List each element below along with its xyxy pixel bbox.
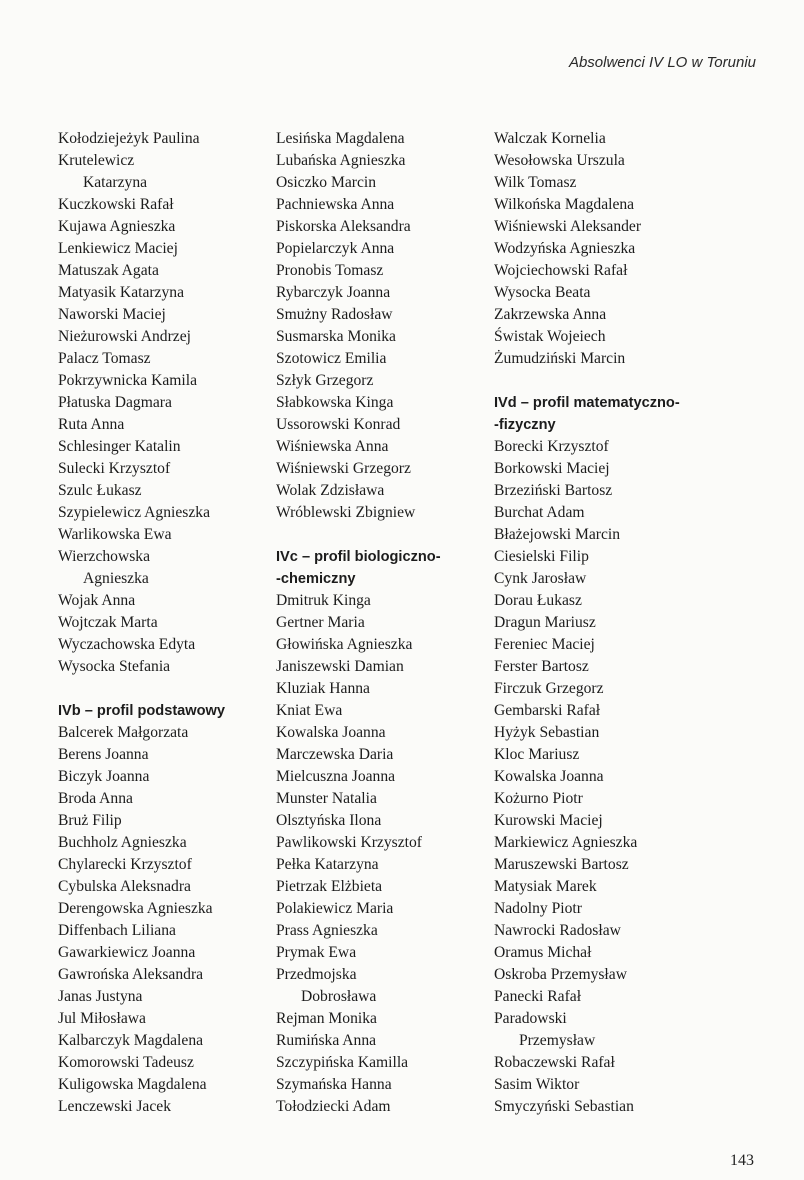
graduate-name: Przedmojska (276, 966, 357, 983)
graduate-name: Kloc Mariusz (494, 746, 580, 763)
graduate-name: Osiczko Marcin (276, 174, 377, 191)
graduate-name: Rybarczyk Joanna (276, 284, 391, 301)
graduate-name: Sasim Wiktor (494, 1076, 580, 1093)
graduate-name: Borkowski Maciej (494, 460, 610, 477)
graduate-name: Panecki Rafał (494, 988, 582, 1005)
graduate-name: Fereniec Maciej (494, 636, 595, 653)
graduate-name: Broda Anna (58, 790, 133, 807)
graduate-name: Wesołowska Urszula (494, 152, 625, 169)
class-section-heading: IVb – profil podstawowy (58, 703, 226, 719)
graduate-name: Słabkowska Kinga (276, 394, 394, 411)
graduate-name: Dmitruk Kinga (276, 592, 371, 609)
graduate-name: Kożurno Piotr (494, 790, 583, 807)
page-number: 143 (730, 1152, 754, 1169)
graduate-name: Rejman Monika (276, 1010, 377, 1027)
graduate-name: Prass Agnieszka (276, 922, 378, 939)
graduate-name: Wierzchowska (58, 548, 151, 565)
graduate-name: Prymak Ewa (276, 944, 357, 961)
graduate-name: Zakrzewska Anna (494, 306, 607, 323)
graduate-name: Kowalska Joanna (494, 768, 604, 785)
graduate-name: Cybulska Aleksnadra (58, 878, 191, 895)
graduate-name: Wodzyńska Agnieszka (494, 240, 636, 257)
graduate-name: Munster Natalia (276, 790, 377, 807)
graduate-name: Wysocka Stefania (58, 658, 171, 675)
name-column-3 (494, 128, 724, 1118)
name-column-1 (58, 128, 258, 1118)
graduate-name: Matuszak Agata (58, 262, 159, 279)
graduate-name: Kurowski Maciej (494, 812, 603, 829)
graduate-name-continuation: Agnieszka (83, 570, 149, 587)
graduate-name: Schlesinger Katalin (58, 438, 181, 455)
graduate-name: Ciesielski Filip (494, 548, 589, 565)
graduate-name: Polakiewicz Maria (276, 900, 394, 917)
graduate-name: Szczypińska Kamilla (276, 1054, 409, 1071)
section-spacer (58, 678, 258, 700)
graduate-name: Kniat Ewa (276, 702, 343, 719)
graduate-name: Wojciechowski Rafał (494, 262, 628, 279)
graduate-name: Kalbarczyk Magdalena (58, 1032, 204, 1049)
graduate-name: Brzeziński Bartosz (494, 482, 613, 499)
graduate-name: Naworski Maciej (58, 306, 166, 323)
graduate-name: Robaczewski Rafał (494, 1054, 615, 1071)
section-spacer (494, 370, 724, 392)
graduate-name: Maruszewski Bartosz (494, 856, 629, 873)
graduate-name: Borecki Krzysztof (494, 438, 609, 455)
graduate-name: Kuczkowski Rafał (58, 196, 174, 213)
graduate-name: Gawrońska Aleksandra (58, 966, 204, 983)
graduate-name: Nieżurowski Andrzej (58, 328, 191, 345)
graduate-name: Ussorowski Konrad (276, 416, 401, 433)
graduate-name: Olsztyńska Ilona (276, 812, 382, 829)
graduate-name: Głowińska Agnieszka (276, 636, 413, 653)
graduate-name: Pietrzak Elżbieta (276, 878, 383, 895)
graduate-name: Biczyk Joanna (58, 768, 150, 785)
running-head: Absolwenci IV LO w Toruniu (568, 54, 756, 71)
graduate-name: Tołodziecki Adam (276, 1098, 391, 1115)
graduate-name: Nadolny Piotr (494, 900, 582, 917)
graduate-name: Chylarecki Krzysztof (58, 856, 192, 873)
class-section-heading: IVd – profil matematyczno- (494, 395, 680, 411)
graduate-name: Pawlikowski Krzysztof (276, 834, 422, 851)
class-section-heading: IVc – profil biologiczno- (276, 549, 441, 565)
graduate-name: Buchholz Agnieszka (58, 834, 187, 851)
graduate-name: Gembarski Rafał (494, 702, 601, 719)
graduate-name: Pełka Katarzyna (276, 856, 379, 873)
graduate-name: Kujawa Agnieszka (58, 218, 176, 235)
graduate-name-continuation: Przemysław (519, 1032, 596, 1049)
graduate-name: Komorowski Tadeusz (58, 1054, 194, 1071)
graduate-name: Dragun Mariusz (494, 614, 596, 631)
graduate-name: Sulecki Krzysztof (58, 460, 171, 477)
graduate-name: Szotowicz Emilia (276, 350, 387, 367)
graduate-name: Wojak Anna (58, 592, 136, 609)
graduate-name: Warlikowska Ewa (58, 526, 172, 543)
graduate-name: Walczak Kornelia (494, 130, 606, 147)
graduate-name: Diffenbach Liliana (58, 922, 176, 939)
graduate-name: Jul Miłosława (58, 1010, 146, 1027)
graduate-name: Derengowska Agnieszka (58, 900, 213, 917)
graduate-name: Wilk Tomasz (494, 174, 577, 191)
graduate-name: Dorau Łukasz (494, 592, 582, 609)
graduate-name: Kołodziejeżyk Paulina (58, 130, 200, 147)
graduate-name: Pronobis Tomasz (276, 262, 384, 279)
graduate-name: Burchat Adam (494, 504, 585, 521)
graduate-name: Wiśniewski Grzegorz (276, 460, 411, 477)
section-spacer (276, 524, 481, 546)
graduate-name: Popielarczyk Anna (276, 240, 395, 257)
graduate-name: Susmarska Monika (276, 328, 396, 345)
graduate-name: Smużny Radosław (276, 306, 393, 323)
graduate-name: Wolak Zdzisława (276, 482, 385, 499)
name-column-2 (276, 128, 481, 1118)
graduate-name: Rumińska Anna (276, 1032, 377, 1049)
graduate-name: Żumudziński Marcin (494, 350, 626, 367)
graduate-name: Płatuska Dagmara (58, 394, 172, 411)
graduate-name: Oskroba Przemysław (494, 966, 627, 983)
graduate-name: Mielcuszna Joanna (276, 768, 396, 785)
graduate-name: Błażejowski Marcin (494, 526, 621, 543)
graduate-name: Janiszewski Damian (276, 658, 404, 675)
graduate-name: Gawarkiewicz Joanna (58, 944, 196, 961)
graduate-name: Pokrzywnicka Kamila (58, 372, 198, 389)
graduate-name: Lenczewski Jacek (58, 1098, 171, 1115)
graduate-name: Matyasik Katarzyna (58, 284, 184, 301)
graduate-name: Lubańska Agnieszka (276, 152, 406, 169)
class-section-heading: -fizyczny (494, 417, 556, 433)
graduate-name: Cynk Jarosław (494, 570, 587, 587)
graduate-name: Wiśniewska Anna (276, 438, 389, 455)
graduate-name: Janas Justyna (58, 988, 143, 1005)
graduate-name: Pachniewska Anna (276, 196, 395, 213)
graduate-name: Szłyk Grzegorz (276, 372, 374, 389)
graduate-name: Berens Joanna (58, 746, 149, 763)
graduate-name: Matysiak Marek (494, 878, 597, 895)
graduate-name: Wróblewski Zbigniew (276, 504, 416, 521)
graduate-name: Szulc Łukasz (58, 482, 142, 499)
graduate-name: Smyczyński Sebastian (494, 1098, 634, 1115)
graduate-name: Kuligowska Magdalena (58, 1076, 207, 1093)
graduate-name: Wiśniewski Aleksander (494, 218, 642, 235)
graduate-name: Gertner Maria (276, 614, 365, 631)
graduate-name: Lenkiewicz Maciej (58, 240, 178, 257)
graduate-name: Ferster Bartosz (494, 658, 589, 675)
graduate-name: Firczuk Grzegorz (494, 680, 604, 697)
graduate-name: Markiewicz Agnieszka (494, 834, 638, 851)
graduate-name: Ruta Anna (58, 416, 125, 433)
graduate-name: Palacz Tomasz (58, 350, 151, 367)
graduate-name: Lesińska Magdalena (276, 130, 405, 147)
graduate-name: Piskorska Aleksandra (276, 218, 411, 235)
graduate-name: Wilkońska Magdalena (494, 196, 635, 213)
graduate-name: Wysocka Beata (494, 284, 591, 301)
graduate-name: Nawrocki Radosław (494, 922, 621, 939)
graduate-name: Kluziak Hanna (276, 680, 370, 697)
graduate-name: Bruż Filip (58, 812, 122, 829)
graduate-name: Marczewska Daria (276, 746, 394, 763)
graduate-name: Wyczachowska Edyta (58, 636, 196, 653)
graduate-name: Hyżyk Sebastian (494, 724, 600, 741)
graduate-name-continuation: Dobrosława (301, 988, 377, 1005)
graduate-name: Paradowski (494, 1010, 567, 1027)
graduate-name: Świstak Wojeiech (494, 328, 606, 345)
graduate-name: Kowalska Joanna (276, 724, 386, 741)
graduate-name: Oramus Michał (494, 944, 592, 961)
graduate-name: Balcerek Małgorzata (58, 724, 189, 741)
class-section-heading: -chemiczny (276, 571, 356, 587)
graduate-name: Wojtczak Marta (58, 614, 158, 631)
graduate-name: Krutelewicz (58, 152, 135, 169)
graduate-name: Szymańska Hanna (276, 1076, 392, 1093)
graduate-name: Szypielewicz Agnieszka (58, 504, 210, 521)
graduate-name-continuation: Katarzyna (83, 174, 148, 191)
